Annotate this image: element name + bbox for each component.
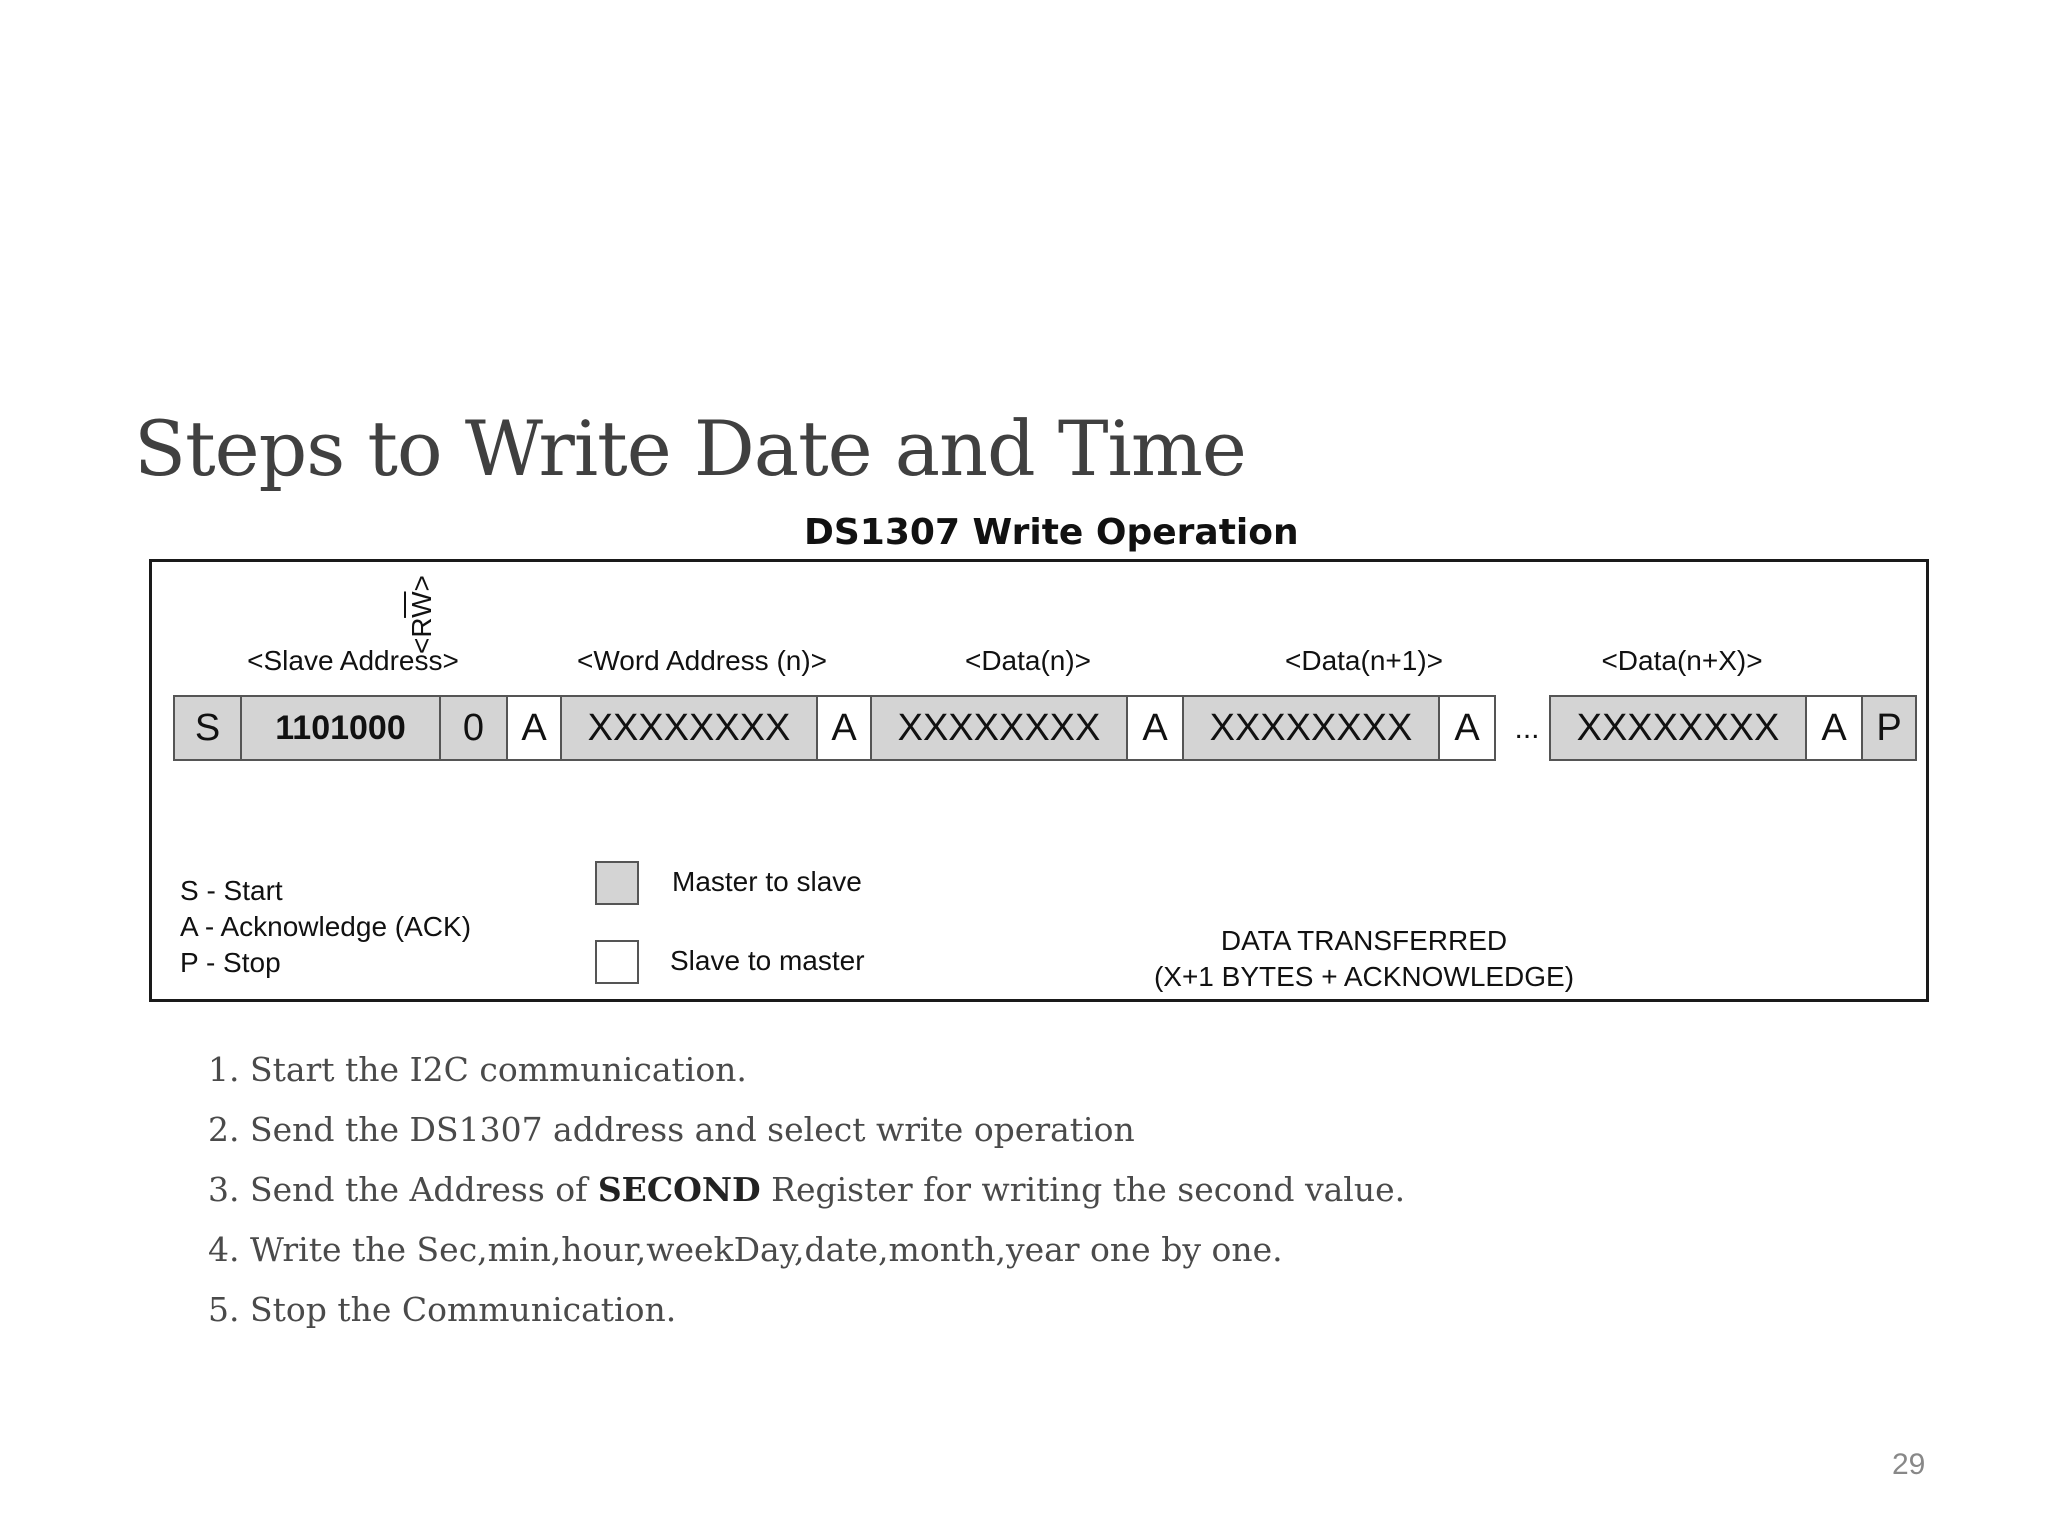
rw-label: $<R\overline{W}>$ [406,575,437,654]
word-address-cell: XXXXXXXX [560,695,818,761]
step-item: 2. Send the DS1307 address and select write operation [208,1110,1135,1149]
master-to-slave-swatch [595,861,639,905]
start-cell: S [173,695,242,761]
ack-cell: A [816,695,872,761]
slave-address-cell: 1101000 [240,695,441,761]
data-n1-label: <Data(n+1)> [1285,645,1443,676]
data-n-label: <Data(n)> [964,645,1092,676]
step-item: 3. Send the Address of SECOND Register for writing the second value. [208,1170,1406,1209]
step-item: 5. Stop the Communication. [208,1290,677,1329]
ellipsis: ... [1514,712,1540,745]
legend-abbreviations [180,873,471,981]
slide-title: Steps to Write Date and Time [134,404,1246,493]
stop-cell: P [1861,695,1917,761]
ack-cell: A [1805,695,1863,761]
master-to-slave-label: Master to slave [672,866,862,897]
transfer-note-line2: (X+1 BYTES + ACKNOWLEDGE) [1153,961,1575,992]
legend-start: S - Start [180,875,283,906]
rw-bit-cell: 0 [439,695,508,761]
data-nx-cell: XXXXXXXX [1549,695,1807,761]
data-n1-cell: XXXXXXXX [1182,695,1440,761]
ack-cell: A [506,695,562,761]
write-operation-diagram [149,559,1929,1002]
step-item: 4. Write the Sec,min,hour,weekDay,date,month,year one by one. [208,1230,1283,1269]
step-item: 1. Start the I2C communication. [208,1050,747,1089]
word-address-label: <Word Address (n)> [576,645,828,676]
data-nx-label: <Data(n+X)> [1601,645,1763,676]
ack-cell: A [1126,695,1184,761]
slave-to-master-label: Slave to master [670,945,865,976]
slave-to-master-swatch [595,940,639,984]
data-n-cell: XXXXXXXX [870,695,1128,761]
figure-title: DS1307 Write Operation [804,512,1299,553]
ack-cell: A [1438,695,1496,761]
transfer-note-line1: DATA TRANSFERRED [1220,925,1508,956]
legend-ack: A - Acknowledge (ACK) [180,911,472,942]
bold-keyword: SECOND [597,1170,761,1209]
legend-stop: P - Stop [180,947,281,978]
steps-list [208,1040,1405,1340]
slave-address-label: <Slave Address> [247,645,459,676]
page-number: 29 [1892,1448,1926,1481]
